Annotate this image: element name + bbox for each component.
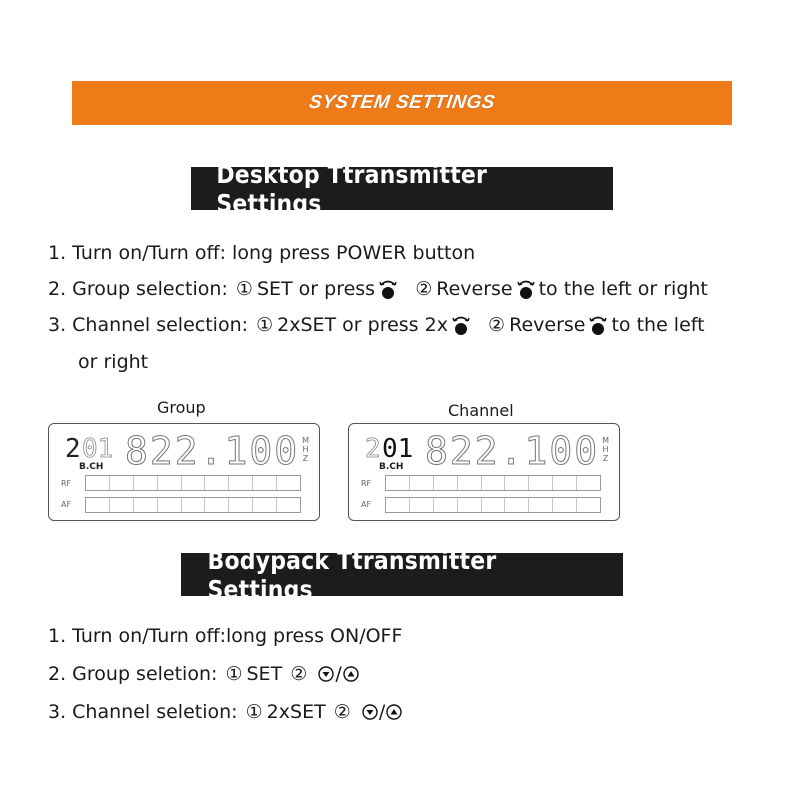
circled-number-1: ① bbox=[225, 663, 243, 685]
af-label: AF bbox=[361, 500, 372, 509]
desktop-section-title bbox=[191, 159, 613, 218]
frequency-readout: 822.100 bbox=[425, 429, 600, 473]
group-lcd-display bbox=[48, 423, 320, 521]
af-label: AF bbox=[61, 500, 72, 509]
channel-display-label: Channel bbox=[448, 401, 514, 420]
desktop-title-text: Desktop Ttransmitter Settings bbox=[216, 159, 488, 218]
up-arrow-button-icon bbox=[343, 666, 359, 682]
down-arrow-button-icon bbox=[362, 704, 378, 720]
frequency-readout: 822.100 bbox=[125, 429, 300, 473]
group-digit: 2 bbox=[65, 434, 81, 464]
desktop-step-1: 1. Turn on/Turn off: long press POWER button bbox=[48, 242, 476, 264]
bodypack-title-text: Bodypack Ttransmitter Settings bbox=[207, 545, 497, 604]
down-arrow-button-icon bbox=[318, 666, 334, 682]
group-digit: 2 bbox=[365, 434, 381, 464]
circled-number-1: ① bbox=[235, 278, 253, 300]
up-arrow-button-icon bbox=[386, 704, 402, 720]
bch-label: B.CH bbox=[79, 462, 104, 472]
encoder-knob-icon bbox=[516, 278, 536, 300]
af-meter bbox=[385, 497, 601, 513]
bodypack-section-title bbox=[181, 545, 623, 604]
banner-title: SYSTEM SETTINGS bbox=[307, 92, 497, 113]
desktop-step-3-continuation: or right bbox=[78, 351, 149, 373]
rf-meter bbox=[385, 475, 601, 491]
circled-number-2: ② bbox=[290, 663, 308, 685]
channel-digits: 01 bbox=[82, 434, 114, 464]
encoder-knob-icon bbox=[378, 278, 398, 300]
unit-label: M H Z bbox=[602, 436, 609, 463]
af-meter bbox=[85, 497, 301, 513]
unit-label: M H Z bbox=[302, 436, 309, 463]
desktop-step-3: 3. Channel selection: ① 2xSET or press 2x ② Reverse to the left bbox=[48, 314, 705, 336]
channel-digits: 01 bbox=[382, 434, 414, 464]
circled-number-1: ① bbox=[256, 314, 274, 336]
bodypack-step-1: 1. Turn on/Turn off:long press ON/OFF bbox=[48, 625, 403, 647]
system-settings-banner bbox=[72, 81, 732, 125]
encoder-knob-icon bbox=[451, 314, 471, 336]
rf-meter bbox=[85, 475, 301, 491]
bodypack-step-2: 2. Group seletion: ① SET ② / bbox=[48, 663, 360, 685]
circled-number-1: ① bbox=[245, 701, 263, 723]
circled-number-2: ② bbox=[333, 701, 351, 723]
bch-label: B.CH bbox=[379, 462, 404, 472]
channel-lcd-display bbox=[348, 423, 620, 521]
desktop-step-2: 2. Group selection: ① SET or press ② Reverse to the left or right bbox=[48, 278, 708, 300]
rf-label: RF bbox=[61, 479, 72, 488]
bodypack-step-3: 3. Channel seletion: ① 2xSET ② / bbox=[48, 701, 403, 723]
group-display-label: Group bbox=[157, 398, 206, 417]
circled-number-2: ② bbox=[488, 314, 506, 336]
encoder-knob-icon bbox=[588, 314, 608, 336]
rf-label: RF bbox=[361, 479, 372, 488]
circled-number-2: ② bbox=[415, 278, 433, 300]
